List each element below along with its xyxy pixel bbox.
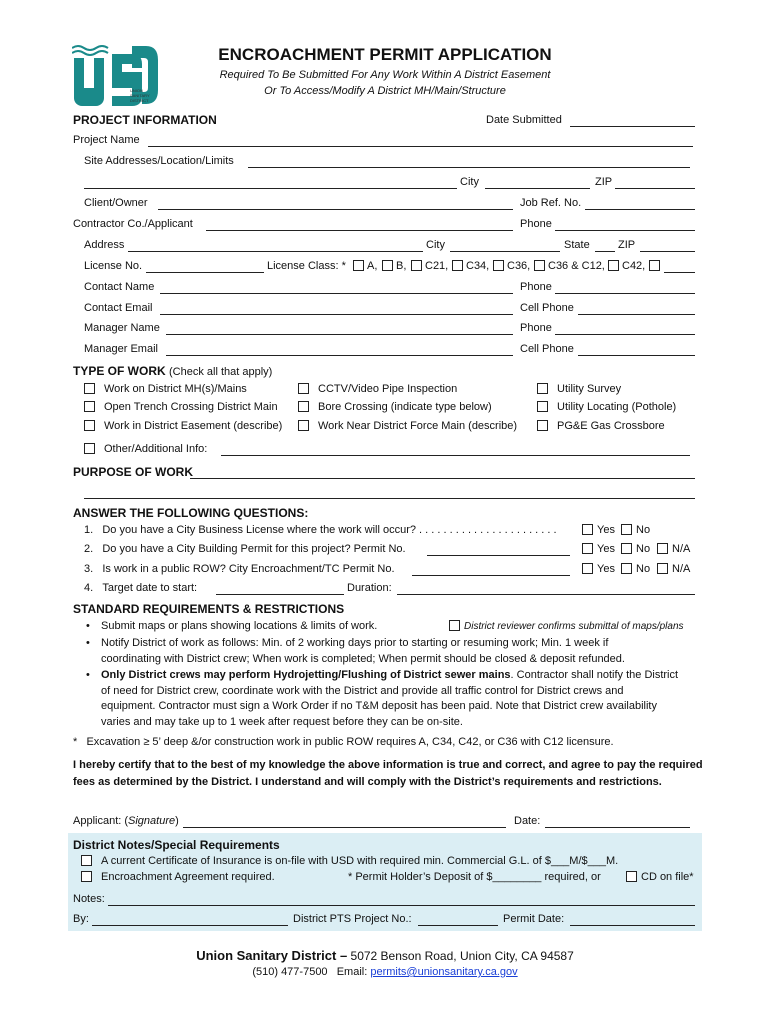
class-b-checkbox[interactable] [382, 260, 393, 271]
work-forcemain-label: Work Near District Force Main (describe) [318, 420, 518, 432]
certify-line-1: I hereby certify that to the best of my knowledge the above information is true and correct, and agree to pay the required [73, 759, 703, 771]
agreement-checkbox[interactable] [81, 871, 92, 882]
footer-address: 5072 Benson Road, Union City, CA 94587 [347, 949, 574, 963]
contractor-phone-field[interactable] [555, 230, 695, 231]
bullet-3: • [86, 669, 90, 681]
req-crews-3: equipment. Contractor must sign a Work Order if no T&M deposit has been paid. Note that District crew availability [101, 700, 657, 712]
pts-field[interactable] [418, 925, 498, 926]
site-address-field-2[interactable] [84, 188, 457, 189]
requirements-heading: STANDARD REQUIREMENTS & RESTRICTIONS [73, 602, 345, 616]
applicant-label-end: ) [175, 815, 179, 827]
project-name-label: Project Name [73, 134, 140, 146]
work-forcemain-checkbox[interactable] [298, 420, 309, 431]
phone-label: Phone [520, 218, 552, 230]
permit-date-label: Permit Date: [503, 913, 565, 925]
contact-email-field[interactable] [160, 314, 513, 315]
req-notify-2: coordinating with District crew; When work is completed; When permit should be closed & deposit refunded. [101, 653, 625, 665]
q1-yes-checkbox[interactable] [582, 524, 593, 535]
contractor-label: Contractor Co./Applicant [73, 218, 193, 230]
q3-yes-checkbox[interactable] [582, 563, 593, 574]
work-pge-label: PG&E Gas Crossbore [557, 420, 665, 432]
manager-email-label: Manager Email [84, 343, 158, 355]
address-field[interactable] [128, 251, 423, 252]
q2-yes-checkbox[interactable] [582, 543, 593, 554]
address-city-field[interactable] [450, 251, 560, 252]
client-label: Client/Owner [84, 197, 148, 209]
state-field[interactable] [595, 251, 615, 252]
q3-na-checkbox[interactable] [657, 563, 668, 574]
pts-label: District PTS Project No.: [293, 913, 412, 925]
manager-cell-field[interactable] [578, 355, 695, 356]
signature-label: Signature [128, 815, 176, 827]
license-no-label: License No. [84, 260, 143, 272]
class-c36c12-label: C36 & C12, [548, 260, 605, 272]
zip-label: ZIP [595, 176, 613, 188]
insurance-checkbox[interactable] [81, 855, 92, 866]
purpose-field-2[interactable] [84, 498, 695, 499]
site-address-label: Site Addresses/Location/Limits [84, 155, 234, 167]
subtitle-1: Required To Be Submitted For Any Work Within A District Easement [219, 69, 551, 81]
class-c42-checkbox[interactable] [608, 260, 619, 271]
class-b-label: B, [396, 260, 407, 272]
q2-na-checkbox[interactable] [657, 543, 668, 554]
footer-org: Union Sanitary District – [196, 948, 348, 963]
class-c36-checkbox[interactable] [493, 260, 504, 271]
page-title: ENCROACHMENT PERMIT APPLICATION [218, 45, 552, 64]
class-c36-label: C36, [507, 260, 531, 272]
q3-no-checkbox[interactable] [621, 563, 632, 574]
address-label: Address [84, 239, 125, 251]
req-notify-1: Notify District of work as follows: Min. of 2 working days prior to starting or resuming work; Min. 1 week if [101, 637, 609, 649]
by-field[interactable] [92, 925, 288, 926]
by-label: By: [73, 913, 89, 925]
q1-no-checkbox[interactable] [621, 524, 632, 535]
duration-label: Duration: [347, 582, 392, 594]
sign-date-field[interactable] [545, 827, 690, 828]
work-cctv-label: CCTV/Video Pipe Inspection [318, 383, 458, 395]
class-c34-label: C34, [466, 260, 490, 272]
manager-phone-field[interactable] [555, 334, 695, 335]
project-heading: PROJECT INFORMATION [73, 113, 217, 127]
project-name-field[interactable] [148, 146, 693, 147]
purpose-field-1[interactable] [190, 478, 695, 479]
work-trench-checkbox[interactable] [84, 401, 95, 412]
class-other-checkbox[interactable] [649, 260, 660, 271]
job-ref-label: Job Ref. No. [520, 197, 582, 209]
class-c34-checkbox[interactable] [452, 260, 463, 271]
site-zip-field[interactable] [615, 188, 695, 189]
q2-no-label: No [636, 543, 651, 555]
contact-email-label: Contact Email [84, 302, 153, 314]
address-zip-field[interactable] [640, 251, 695, 252]
agreement-label: Encroachment Agreement required. [101, 871, 275, 883]
cd-checkbox[interactable] [626, 871, 637, 882]
q3-na-label: N/A [672, 563, 691, 575]
date-submitted-field[interactable] [570, 126, 695, 127]
work-other-field[interactable] [221, 455, 690, 456]
work-heading-note: (Check all that apply) [169, 366, 273, 378]
signature-field[interactable] [183, 827, 506, 828]
q4-duration-field[interactable] [397, 594, 695, 595]
excavation-footnote: * Excavation ≥ 5’ deep &/or construction work in public ROW requires A, C34, C42, or C36 with C12 licensure. [73, 736, 614, 748]
work-other-label: Other/Additional Info: [104, 443, 208, 455]
manager-name-field[interactable] [166, 334, 513, 335]
q3-permit-field[interactable] [412, 575, 570, 576]
req-crews-4: varies and may take up to 1 week after request before they can be on-site. [101, 716, 463, 728]
footer-address-line [0, 948, 770, 963]
notes-field[interactable] [108, 905, 695, 906]
work-trench-label: Open Trench Crossing District Main [104, 401, 278, 413]
state-label: State [564, 239, 590, 251]
license-no-field[interactable] [146, 272, 264, 273]
req-maps: Submit maps or plans showing locations & limits of work. [101, 620, 378, 632]
applicant-label-start: Applicant: ( [73, 815, 129, 827]
q2-permit-field[interactable] [427, 555, 570, 556]
site-city-field[interactable] [485, 188, 590, 189]
question-1: 1. Do you have a City Business License where the work will occur? . . . . . . . . . . . . . . . . . . . . . . . [84, 524, 557, 536]
contact-phone-field[interactable] [555, 293, 695, 294]
notes-label: Notes: [73, 893, 105, 905]
class-c21-checkbox[interactable] [411, 260, 422, 271]
q2-na-label: N/A [672, 543, 691, 555]
question-3: 3. Is work in a public ROW? City Encroachment/TC Permit No. [84, 563, 395, 575]
work-survey-label: Utility Survey [557, 383, 622, 395]
manager-name-label: Manager Name [84, 322, 160, 334]
insurance-label: A current Certificate of Insurance is on-file with USD with required min. Commercial G.L. of $___M/$___M. [101, 855, 619, 867]
class-a-checkbox[interactable] [353, 260, 364, 271]
work-survey-checkbox[interactable] [537, 383, 548, 394]
class-other-field[interactable] [664, 272, 695, 273]
work-heading: TYPE OF WORK [73, 364, 166, 378]
class-c42-label: C42, [622, 260, 646, 272]
question-4: 4. Target date to start: [84, 582, 198, 594]
city-label: City [460, 176, 479, 188]
class-a-label: A, [367, 260, 378, 272]
job-ref-field[interactable] [585, 209, 695, 210]
bullet-1: • [86, 620, 90, 632]
license-class-label: License Class: * [267, 260, 346, 272]
site-address-field[interactable] [248, 167, 690, 168]
work-bore-label: Bore Crossing (indicate type below) [318, 401, 492, 413]
district-heading: District Notes/Special Requirements [73, 838, 280, 852]
class-c36c12-checkbox[interactable] [534, 260, 545, 271]
work-easement-label: Work in District Easement (describe) [104, 420, 283, 432]
q1-no-label: No [636, 524, 651, 536]
contact-name-label: Contact Name [84, 281, 155, 293]
sign-date-label: Date: [514, 815, 541, 827]
work-pge-checkbox[interactable] [537, 420, 548, 431]
q3-no-label: No [636, 563, 651, 575]
contact-phone-label: Phone [520, 281, 552, 293]
footer-contact-line [0, 966, 770, 978]
contact-cell-field[interactable] [578, 314, 695, 315]
applicant-label [73, 815, 179, 827]
work-locating-checkbox[interactable] [537, 401, 548, 412]
certify-line-2: fees as determined by the District. I understand and will comply with the District’s requirements and restrictions. [73, 776, 662, 788]
footer-email-link[interactable]: permits@unionsanitary.ca.gov [370, 966, 518, 978]
client-field[interactable] [158, 209, 513, 210]
permit-date-field[interactable] [570, 925, 695, 926]
work-mh-label: Work on District MH(s)/Mains [104, 383, 247, 395]
maps-confirmed-checkbox[interactable] [449, 620, 460, 631]
manager-cell-label: Cell Phone [520, 343, 574, 355]
work-mh-checkbox[interactable] [84, 383, 95, 394]
zip-label-2: ZIP [618, 239, 636, 251]
work-bore-checkbox[interactable] [298, 401, 309, 412]
subtitle-2: Or To Access/Modify A District MH/Main/Structure [264, 85, 506, 97]
q4-start-field[interactable] [216, 594, 344, 595]
deposit-label: * Permit Holder’s Deposit of $________ required, or [348, 871, 601, 883]
footer-phone: (510) 477-7500 Email: [252, 966, 368, 978]
manager-phone-label: Phone [520, 322, 552, 334]
work-heading-row [73, 364, 272, 378]
date-submitted-label: Date Submitted [486, 114, 562, 126]
req-crews-bold: Only District crews may perform Hydrojetting/Flushing of District sewer mains [101, 669, 511, 681]
questions-heading: ANSWER THE FOLLOWING QUESTIONS: [73, 506, 309, 520]
city-label-2: City [426, 239, 445, 251]
q3-yes-label: Yes [597, 563, 615, 575]
req-crews-rest: . Contractor shall notify the District [510, 669, 679, 681]
contractor-field[interactable] [206, 230, 513, 231]
work-easement-checkbox[interactable] [84, 420, 95, 431]
q1-yes-label: Yes [597, 524, 615, 536]
cd-label: CD on file* [641, 871, 694, 883]
q2-yes-label: Yes [597, 543, 615, 555]
work-cctv-checkbox[interactable] [298, 383, 309, 394]
bullet-2: • [86, 637, 90, 649]
manager-email-field[interactable] [166, 355, 513, 356]
question-2: 2. Do you have a City Building Permit for this project? Permit No. [84, 543, 406, 555]
class-c21-label: C21, [425, 260, 449, 272]
purpose-heading: PURPOSE OF WORK [73, 465, 194, 479]
req-crews-1 [101, 669, 678, 681]
contact-cell-label: Cell Phone [520, 302, 574, 314]
logo-caption: UNION SANITARY DISTRICT [130, 88, 150, 103]
work-locating-label: Utility Locating (Pothole) [557, 401, 677, 413]
req-crews-2: of need for District crew, coordinate work with the District and provide all traffic control for District crews and [101, 685, 624, 697]
maps-confirmed-label: District reviewer confirms submittal of maps/plans [464, 621, 684, 632]
contact-name-field[interactable] [160, 293, 513, 294]
q2-no-checkbox[interactable] [621, 543, 632, 554]
work-other-checkbox[interactable] [84, 443, 95, 454]
